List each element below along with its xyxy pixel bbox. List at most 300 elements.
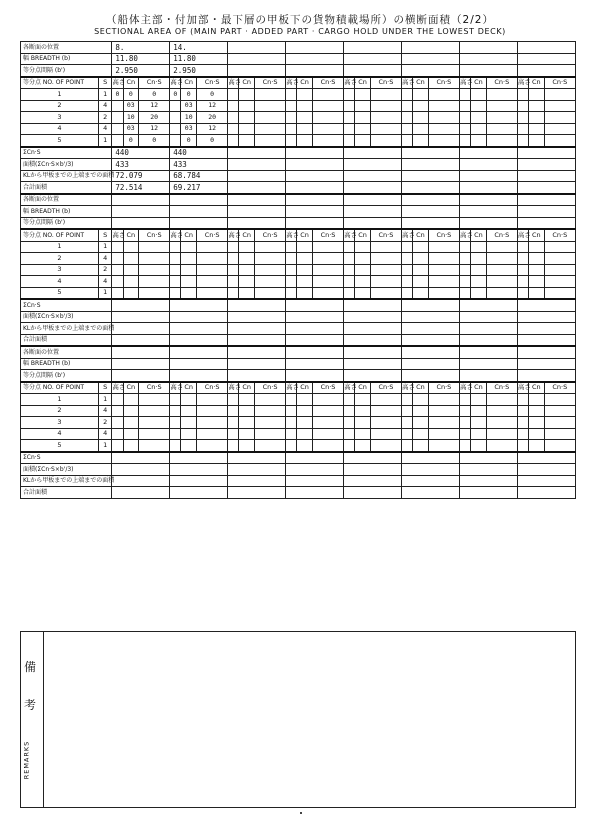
table-row [21, 440, 576, 452]
cn-value [471, 394, 487, 406]
height-value [228, 417, 239, 429]
height-value [112, 264, 123, 276]
cn-value [297, 123, 313, 135]
cn-value [123, 253, 139, 265]
kl-area-row-value [459, 323, 517, 335]
s-header: S [98, 382, 111, 394]
cn-value [239, 253, 255, 265]
height-value [112, 241, 123, 253]
height-value [228, 123, 239, 135]
point-no: 4 [21, 428, 99, 440]
cn-value [355, 89, 371, 101]
cn-value [239, 276, 255, 288]
height-value [344, 89, 355, 101]
cns-value [312, 135, 343, 147]
point-no: 1 [21, 89, 99, 101]
cn-header: Cn [181, 77, 197, 89]
height-value [112, 123, 123, 135]
cn-value [471, 287, 487, 299]
height-value [517, 89, 528, 101]
cns-value [486, 440, 517, 452]
simpson-factor: 4 [98, 100, 111, 112]
cns-header: Cn·S [254, 229, 285, 241]
height-value [112, 112, 123, 124]
cns-header: Cn·S [370, 382, 401, 394]
height-value [112, 100, 123, 112]
cns-header: Cn·S [544, 382, 575, 394]
cn-value [355, 135, 371, 147]
height-value [228, 440, 239, 452]
height-value [228, 241, 239, 253]
cns-value: 20 [197, 112, 228, 124]
height-value [228, 287, 239, 299]
cn-value [413, 123, 429, 135]
distance-row-value [170, 346, 228, 358]
distance-row-value [517, 42, 575, 54]
height-value [228, 89, 239, 101]
height-value [344, 253, 355, 265]
kl-area-row-value [170, 323, 228, 335]
interval-row-value [112, 217, 170, 229]
cn-header: Cn [529, 229, 545, 241]
cn-value: 10 [123, 112, 139, 124]
cn-value [413, 287, 429, 299]
cns-value [254, 264, 285, 276]
point-no: 2 [21, 405, 99, 417]
height-value [286, 287, 297, 299]
cn-value [413, 100, 429, 112]
height-value [459, 241, 470, 253]
height-header: 高さ [517, 382, 528, 394]
interval-row-value [517, 370, 575, 382]
height-value [344, 100, 355, 112]
cn-value [471, 440, 487, 452]
height-value [228, 428, 239, 440]
cns-value [428, 89, 459, 101]
area-row-value [344, 464, 402, 476]
cns-value [428, 135, 459, 147]
table-row [21, 217, 576, 229]
cns-value [544, 112, 575, 124]
cns-header: Cn·S [370, 229, 401, 241]
table-row [21, 405, 576, 417]
height-value [402, 440, 413, 452]
cns-value [370, 428, 401, 440]
distance-row-value [112, 194, 170, 206]
cn-value [471, 89, 487, 101]
table-row [21, 159, 576, 171]
breadth-row-value [286, 358, 344, 370]
sum-row-value [170, 299, 228, 311]
area-row-value: 433 [170, 159, 228, 171]
cn-value [239, 123, 255, 135]
cn-value [123, 440, 139, 452]
cns-value [254, 276, 285, 288]
cn-value [297, 135, 313, 147]
cns-value [197, 428, 228, 440]
breadth-row-value [459, 358, 517, 370]
cns-value [139, 440, 170, 452]
height-value [459, 405, 470, 417]
cns-value [428, 241, 459, 253]
cn-value [123, 264, 139, 276]
cn-value [471, 417, 487, 429]
cns-value [254, 287, 285, 299]
cn-value [471, 428, 487, 440]
cns-value [312, 241, 343, 253]
breadth-row-value [517, 358, 575, 370]
distance-row-value [517, 346, 575, 358]
cn-value [413, 135, 429, 147]
height-header: 高さ [344, 382, 355, 394]
interval-row-value: 2.950 [170, 65, 228, 77]
breadth-row-value [402, 358, 460, 370]
kl-area-row-label: KLから甲板までの上端までの面積 [21, 170, 112, 182]
cn-value [297, 89, 313, 101]
cns-header: Cn·S [139, 229, 170, 241]
distance-row-value [344, 346, 402, 358]
cn-value [181, 405, 197, 417]
height-value [402, 417, 413, 429]
cns-value [197, 276, 228, 288]
cn-value [413, 253, 429, 265]
height-header: 高さ [286, 382, 297, 394]
interval-row-value [170, 370, 228, 382]
table-row [21, 206, 576, 218]
height-value [170, 100, 181, 112]
cn-value [297, 287, 313, 299]
height-value [112, 276, 123, 288]
cn-header: Cn [239, 229, 255, 241]
height-header: 高さ [402, 229, 413, 241]
kl-area-row-value [112, 475, 170, 487]
cns-header: Cn·S [544, 229, 575, 241]
height-value [517, 394, 528, 406]
cn-value [181, 394, 197, 406]
table-row [21, 428, 576, 440]
cns-value [544, 264, 575, 276]
height-header: 高さ [344, 77, 355, 89]
height-value [459, 100, 470, 112]
breadth-row-label: 幅 BREADTH (b) [21, 358, 112, 370]
sum-row-value [228, 147, 286, 159]
cns-header: Cn·S [428, 77, 459, 89]
height-header: 高さ [459, 77, 470, 89]
cns-value [544, 276, 575, 288]
table-body [21, 42, 576, 499]
breadth-row-value [228, 53, 286, 65]
table-row [21, 487, 576, 499]
table-row [21, 346, 576, 358]
cns-value [544, 89, 575, 101]
simpson-factor: 4 [98, 253, 111, 265]
distance-row-value [228, 42, 286, 54]
sum-row-value [344, 452, 402, 464]
kl-area-row-value [286, 323, 344, 335]
height-value [459, 276, 470, 288]
height-value [286, 276, 297, 288]
total-area-row-value [228, 334, 286, 346]
s-header: S [98, 229, 111, 241]
cn-value [529, 241, 545, 253]
cn-value [529, 405, 545, 417]
height-header: 高さ [517, 77, 528, 89]
simpson-factor: 4 [98, 428, 111, 440]
height-value [112, 428, 123, 440]
cns-value [197, 241, 228, 253]
cns-value [139, 405, 170, 417]
height-value [112, 394, 123, 406]
height-value [112, 135, 123, 147]
cns-header: Cn·S [197, 382, 228, 394]
interval-row-value: 2.950 [112, 65, 170, 77]
cn-value [355, 405, 371, 417]
height-value [517, 287, 528, 299]
sum-row-value: 440 [170, 147, 228, 159]
table-row [21, 100, 576, 112]
area-row-value [344, 311, 402, 323]
distance-row-value [112, 346, 170, 358]
distance-row-label: 各断面の位置 [21, 42, 112, 54]
height-header: 高さ [228, 229, 239, 241]
cns-value [197, 440, 228, 452]
cns-value [312, 253, 343, 265]
height-value [170, 264, 181, 276]
height-value [170, 123, 181, 135]
height-header: 高さ [112, 229, 123, 241]
breadth-row-value [170, 206, 228, 218]
cns-value [254, 135, 285, 147]
height-value [459, 287, 470, 299]
breadth-row-value [170, 358, 228, 370]
distance-row-value [286, 42, 344, 54]
kl-area-row-value [228, 475, 286, 487]
sum-row-value: 440 [112, 147, 170, 159]
area-row-value [170, 311, 228, 323]
breadth-row-value [459, 53, 517, 65]
height-value [402, 428, 413, 440]
cn-value [471, 241, 487, 253]
cns-value [544, 253, 575, 265]
height-value [402, 89, 413, 101]
cn-value [471, 112, 487, 124]
interval-row-value [459, 370, 517, 382]
height-value [344, 428, 355, 440]
area-row-label: 面積(ΣCn·S×b'/3) [21, 464, 112, 476]
sum-row-value [459, 452, 517, 464]
cn-value [529, 440, 545, 452]
cns-value [428, 276, 459, 288]
table-row [21, 464, 576, 476]
height-value [286, 264, 297, 276]
cn-value [181, 241, 197, 253]
breadth-row-value [517, 206, 575, 218]
interval-row-label: 等分点間隔 (b') [21, 217, 112, 229]
height-header: 高さ [402, 77, 413, 89]
cns-header: Cn·S [139, 382, 170, 394]
cns-value: 20 [139, 112, 170, 124]
cn-value [413, 89, 429, 101]
distance-row-label: 各断面の位置 [21, 346, 112, 358]
cns-header: Cn·S [197, 77, 228, 89]
cns-value [312, 428, 343, 440]
height-value [228, 112, 239, 124]
height-value [344, 417, 355, 429]
height-value [344, 440, 355, 452]
total-area-row-value [286, 487, 344, 499]
cns-value [486, 394, 517, 406]
height-value [170, 440, 181, 452]
simpson-factor: 1 [98, 440, 111, 452]
point-no: 4 [21, 276, 99, 288]
cns-value [254, 100, 285, 112]
cn-value [181, 287, 197, 299]
cn-value [413, 417, 429, 429]
sum-row-value [459, 147, 517, 159]
height-value [344, 394, 355, 406]
interval-row-value [112, 370, 170, 382]
kl-area-row-value [517, 170, 575, 182]
remarks-label-1: 備 [24, 660, 37, 674]
table-row [21, 123, 576, 135]
cn-header: Cn [471, 229, 487, 241]
cns-value [254, 89, 285, 101]
sum-row-value [286, 452, 344, 464]
height-value [170, 428, 181, 440]
simpson-factor: 1 [98, 394, 111, 406]
height-value [517, 417, 528, 429]
height-value [402, 287, 413, 299]
cn-value [123, 405, 139, 417]
cns-value [370, 264, 401, 276]
cn-value [413, 276, 429, 288]
kl-area-row-value [286, 170, 344, 182]
height-value [459, 123, 470, 135]
kl-area-row-value [402, 475, 460, 487]
cns-header: Cn·S [370, 77, 401, 89]
point-no-header: 等分点 NO. OF POINT [21, 382, 99, 394]
total-area-row-value [170, 487, 228, 499]
cns-value [544, 135, 575, 147]
cn-value [297, 276, 313, 288]
table-row [21, 170, 576, 182]
total-area-row-value [112, 487, 170, 499]
height-value [459, 112, 470, 124]
cns-value [254, 241, 285, 253]
cn-header: Cn [239, 382, 255, 394]
cn-value [529, 89, 545, 101]
table-row [21, 147, 576, 159]
cns-value [370, 89, 401, 101]
height-value [344, 276, 355, 288]
cns-value [486, 405, 517, 417]
height-header: 高さ [459, 229, 470, 241]
height-value [459, 264, 470, 276]
cn-header: Cn [529, 77, 545, 89]
cn-header: Cn [413, 382, 429, 394]
cn-value [355, 264, 371, 276]
cn-value [239, 287, 255, 299]
height-value [402, 276, 413, 288]
cns-value [428, 394, 459, 406]
breadth-row-value [228, 206, 286, 218]
height-header: 高さ [170, 382, 181, 394]
height-value [286, 100, 297, 112]
height-value [112, 287, 123, 299]
cn-value [181, 276, 197, 288]
cn-value [355, 112, 371, 124]
table-row [21, 241, 576, 253]
breadth-row-value [459, 206, 517, 218]
total-area-row-value [459, 334, 517, 346]
height-value [286, 428, 297, 440]
breadth-row-value [402, 206, 460, 218]
cns-value: 0 [139, 89, 170, 101]
distance-row-value [402, 346, 460, 358]
remarks-box [20, 631, 576, 808]
interval-row-label: 等分点間隔 (b') [21, 65, 112, 77]
height-value [170, 405, 181, 417]
height-value [170, 276, 181, 288]
height-value [344, 287, 355, 299]
area-row-value [517, 311, 575, 323]
cns-value [370, 440, 401, 452]
breadth-row-value [112, 358, 170, 370]
sum-row-value [517, 147, 575, 159]
height-value [112, 440, 123, 452]
height-value [517, 123, 528, 135]
height-value [286, 405, 297, 417]
simpson-factor: 1 [98, 241, 111, 253]
cns-value [370, 394, 401, 406]
area-row-value [286, 159, 344, 171]
total-area-row-value [286, 182, 344, 194]
cn-value [529, 287, 545, 299]
sum-row-label: ΣCn·S [21, 147, 112, 159]
cns-value [197, 394, 228, 406]
height-header: 高さ [344, 229, 355, 241]
table-row [21, 182, 576, 194]
area-row-value [228, 464, 286, 476]
cn-value: 03 [181, 123, 197, 135]
height-value [112, 405, 123, 417]
height-value [517, 100, 528, 112]
cn-value [529, 135, 545, 147]
area-row-value [112, 311, 170, 323]
cns-value [428, 287, 459, 299]
sum-row-value [228, 452, 286, 464]
total-area-row-value [517, 487, 575, 499]
table-row [21, 194, 576, 206]
cn-header: Cn [413, 229, 429, 241]
cns-value [370, 417, 401, 429]
cns-value [139, 253, 170, 265]
height-value [517, 253, 528, 265]
cn-value [471, 135, 487, 147]
table-row [21, 276, 576, 288]
cns-value [139, 394, 170, 406]
total-area-row-value [517, 334, 575, 346]
cn-value [239, 135, 255, 147]
cn-value [297, 100, 313, 112]
height-value [286, 135, 297, 147]
height-value [402, 241, 413, 253]
height-value [344, 123, 355, 135]
simpson-factor: 2 [98, 417, 111, 429]
table-row [21, 253, 576, 265]
cns-value [139, 417, 170, 429]
breadth-row-value [286, 206, 344, 218]
